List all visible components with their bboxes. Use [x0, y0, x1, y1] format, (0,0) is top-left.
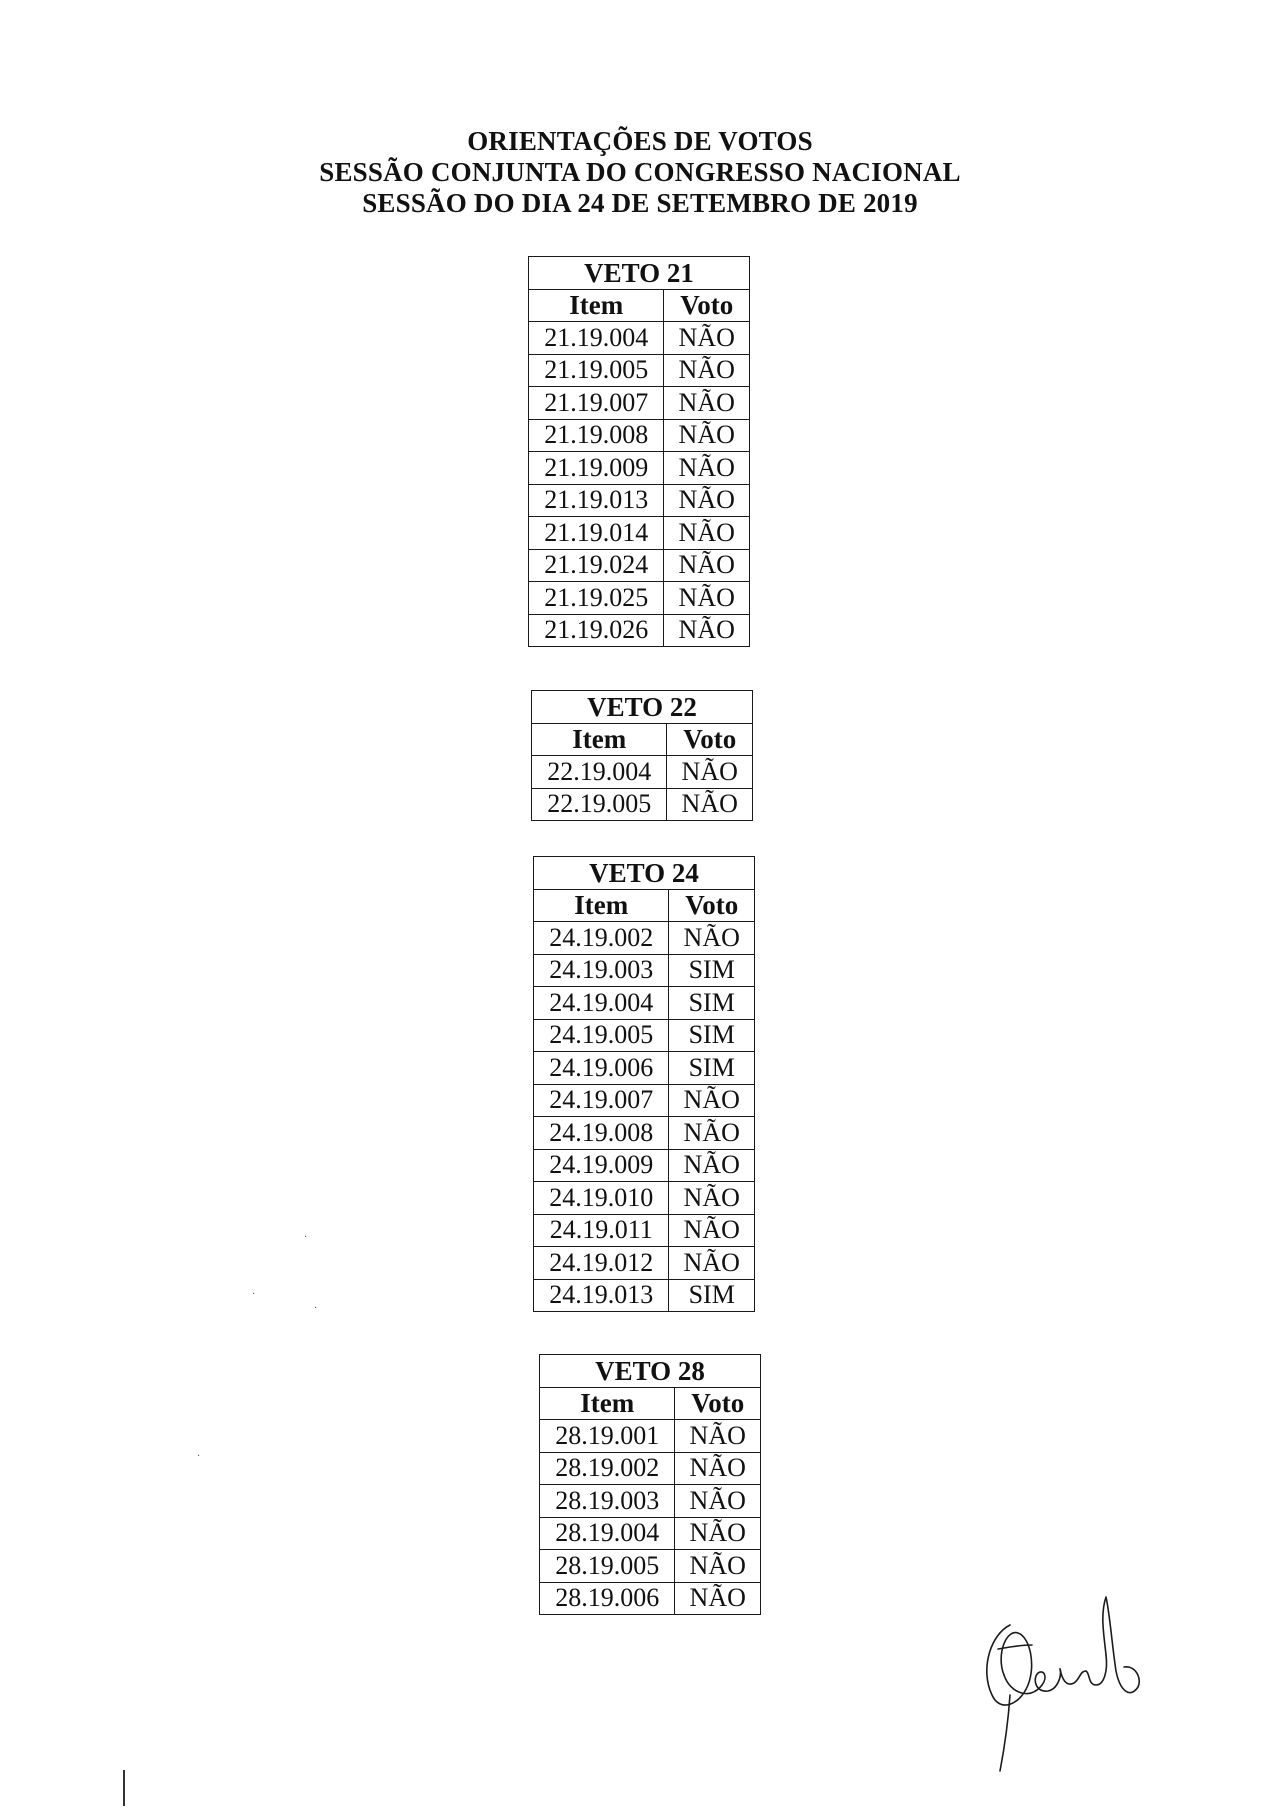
item-cell: 28.19.005 — [540, 1550, 675, 1583]
item-cell: 22.19.004 — [532, 756, 667, 789]
item-cell: 28.19.002 — [540, 1452, 675, 1485]
header-title: ORIENTAÇÕES DE VOTOS — [467, 126, 813, 156]
item-cell: 24.19.002 — [534, 922, 669, 955]
vote-cell: NÃO — [669, 1084, 755, 1117]
item-cell: 24.19.009 — [534, 1149, 669, 1182]
table-row — [532, 788, 753, 821]
veto-table — [531, 690, 753, 821]
vote-cell: NÃO — [669, 1247, 755, 1280]
veto-table — [528, 256, 750, 647]
table-row — [529, 387, 750, 420]
vote-cell: NÃO — [664, 322, 750, 355]
header-session: SESSÃO CONJUNTA DO CONGRESSO NACIONAL — [319, 157, 961, 187]
table-row — [534, 922, 755, 955]
veto-table — [539, 1354, 761, 1615]
table-row — [534, 1149, 755, 1182]
table-row — [529, 549, 750, 582]
item-cell: 24.19.006 — [534, 1052, 669, 1085]
vote-cell: NÃO — [664, 354, 750, 387]
table-row — [529, 354, 750, 387]
column-header-item: Item — [532, 723, 667, 756]
column-header-item: Item — [529, 289, 664, 322]
item-cell: 24.19.003 — [534, 954, 669, 987]
vote-cell: NÃO — [675, 1582, 761, 1615]
table-row — [529, 582, 750, 615]
table-row — [534, 987, 755, 1020]
vote-cell: SIM — [669, 987, 755, 1020]
item-cell: 21.19.014 — [529, 517, 664, 550]
table-row — [534, 1247, 755, 1280]
table-row — [529, 322, 750, 355]
vote-cell: NÃO — [664, 582, 750, 615]
vote-cell: NÃO — [675, 1517, 761, 1550]
vote-cell: NÃO — [667, 788, 753, 821]
item-cell: 28.19.006 — [540, 1582, 675, 1615]
vote-cell: SIM — [669, 1052, 755, 1085]
item-cell: 21.19.007 — [529, 387, 664, 420]
vote-cell: NÃO — [669, 1117, 755, 1150]
item-cell: 24.19.004 — [534, 987, 669, 1020]
item-cell: 24.19.011 — [534, 1214, 669, 1247]
vote-cell: NÃO — [664, 614, 750, 647]
scan-margin-mark — [123, 1770, 125, 1806]
column-header-vote: Voto — [669, 889, 755, 922]
table-row — [534, 1052, 755, 1085]
table-row — [529, 614, 750, 647]
vote-cell: NÃO — [675, 1550, 761, 1583]
item-cell: 24.19.007 — [534, 1084, 669, 1117]
vote-cell: SIM — [669, 954, 755, 987]
column-header-vote: Voto — [667, 723, 753, 756]
vote-cell: NÃO — [669, 1182, 755, 1215]
item-cell: 21.19.005 — [529, 354, 664, 387]
table-row — [534, 1214, 755, 1247]
table-row — [534, 1279, 755, 1312]
scan-speck: · — [197, 1451, 201, 1462]
item-cell: 28.19.004 — [540, 1517, 675, 1550]
vote-cell: NÃO — [669, 922, 755, 955]
item-cell: 24.19.005 — [534, 1019, 669, 1052]
table-row — [534, 1182, 755, 1215]
table-row — [534, 954, 755, 987]
item-cell: 24.19.008 — [534, 1117, 669, 1150]
column-header-item: Item — [540, 1387, 675, 1420]
vote-cell: NÃO — [664, 484, 750, 517]
veto-title: VETO 28 — [540, 1355, 761, 1388]
document-header — [0, 126, 1280, 219]
table-row — [529, 419, 750, 452]
table-row — [532, 756, 753, 789]
column-header-vote: Voto — [664, 289, 750, 322]
item-cell: 21.19.026 — [529, 614, 664, 647]
scan-speck: · — [252, 1289, 256, 1300]
table-row — [540, 1582, 761, 1615]
table-row — [534, 1084, 755, 1117]
table-row — [529, 452, 750, 485]
item-cell: 28.19.001 — [540, 1420, 675, 1453]
table-row — [529, 484, 750, 517]
veto-table — [533, 856, 755, 1312]
scan-speck: · — [304, 1232, 308, 1243]
item-cell: 21.19.024 — [529, 549, 664, 582]
vote-cell: NÃO — [675, 1420, 761, 1453]
item-cell: 28.19.003 — [540, 1485, 675, 1518]
vote-cell: NÃO — [664, 549, 750, 582]
vote-cell: NÃO — [664, 387, 750, 420]
item-cell: 24.19.010 — [534, 1182, 669, 1215]
vote-cell: NÃO — [669, 1149, 755, 1182]
scan-speck: · — [314, 1303, 318, 1314]
table-row — [540, 1452, 761, 1485]
item-cell: 21.19.008 — [529, 419, 664, 452]
item-cell: 21.19.025 — [529, 582, 664, 615]
veto-title: VETO 22 — [532, 691, 753, 724]
table-row — [540, 1517, 761, 1550]
vote-cell: NÃO — [664, 517, 750, 550]
item-cell: 21.19.009 — [529, 452, 664, 485]
vote-cell: NÃO — [669, 1214, 755, 1247]
table-row — [540, 1420, 761, 1453]
column-header-item: Item — [534, 889, 669, 922]
vote-cell: NÃO — [664, 419, 750, 452]
table-row — [540, 1550, 761, 1583]
header-date: SESSÃO DO DIA 24 DE SETEMBRO DE 2019 — [362, 188, 918, 218]
table-row — [534, 1117, 755, 1150]
handwritten-signature-icon — [970, 1575, 1150, 1775]
vote-cell: SIM — [669, 1019, 755, 1052]
vote-cell: NÃO — [675, 1485, 761, 1518]
vote-cell: NÃO — [667, 756, 753, 789]
item-cell: 21.19.004 — [529, 322, 664, 355]
veto-title: VETO 24 — [534, 857, 755, 890]
table-row — [540, 1485, 761, 1518]
veto-title: VETO 21 — [529, 257, 750, 290]
item-cell: 21.19.013 — [529, 484, 664, 517]
table-row — [529, 517, 750, 550]
column-header-vote: Voto — [675, 1387, 761, 1420]
vote-cell: NÃO — [675, 1452, 761, 1485]
item-cell: 24.19.013 — [534, 1279, 669, 1312]
item-cell: 24.19.012 — [534, 1247, 669, 1280]
vote-cell: SIM — [669, 1279, 755, 1312]
item-cell: 22.19.005 — [532, 788, 667, 821]
vote-cell: NÃO — [664, 452, 750, 485]
table-row — [534, 1019, 755, 1052]
